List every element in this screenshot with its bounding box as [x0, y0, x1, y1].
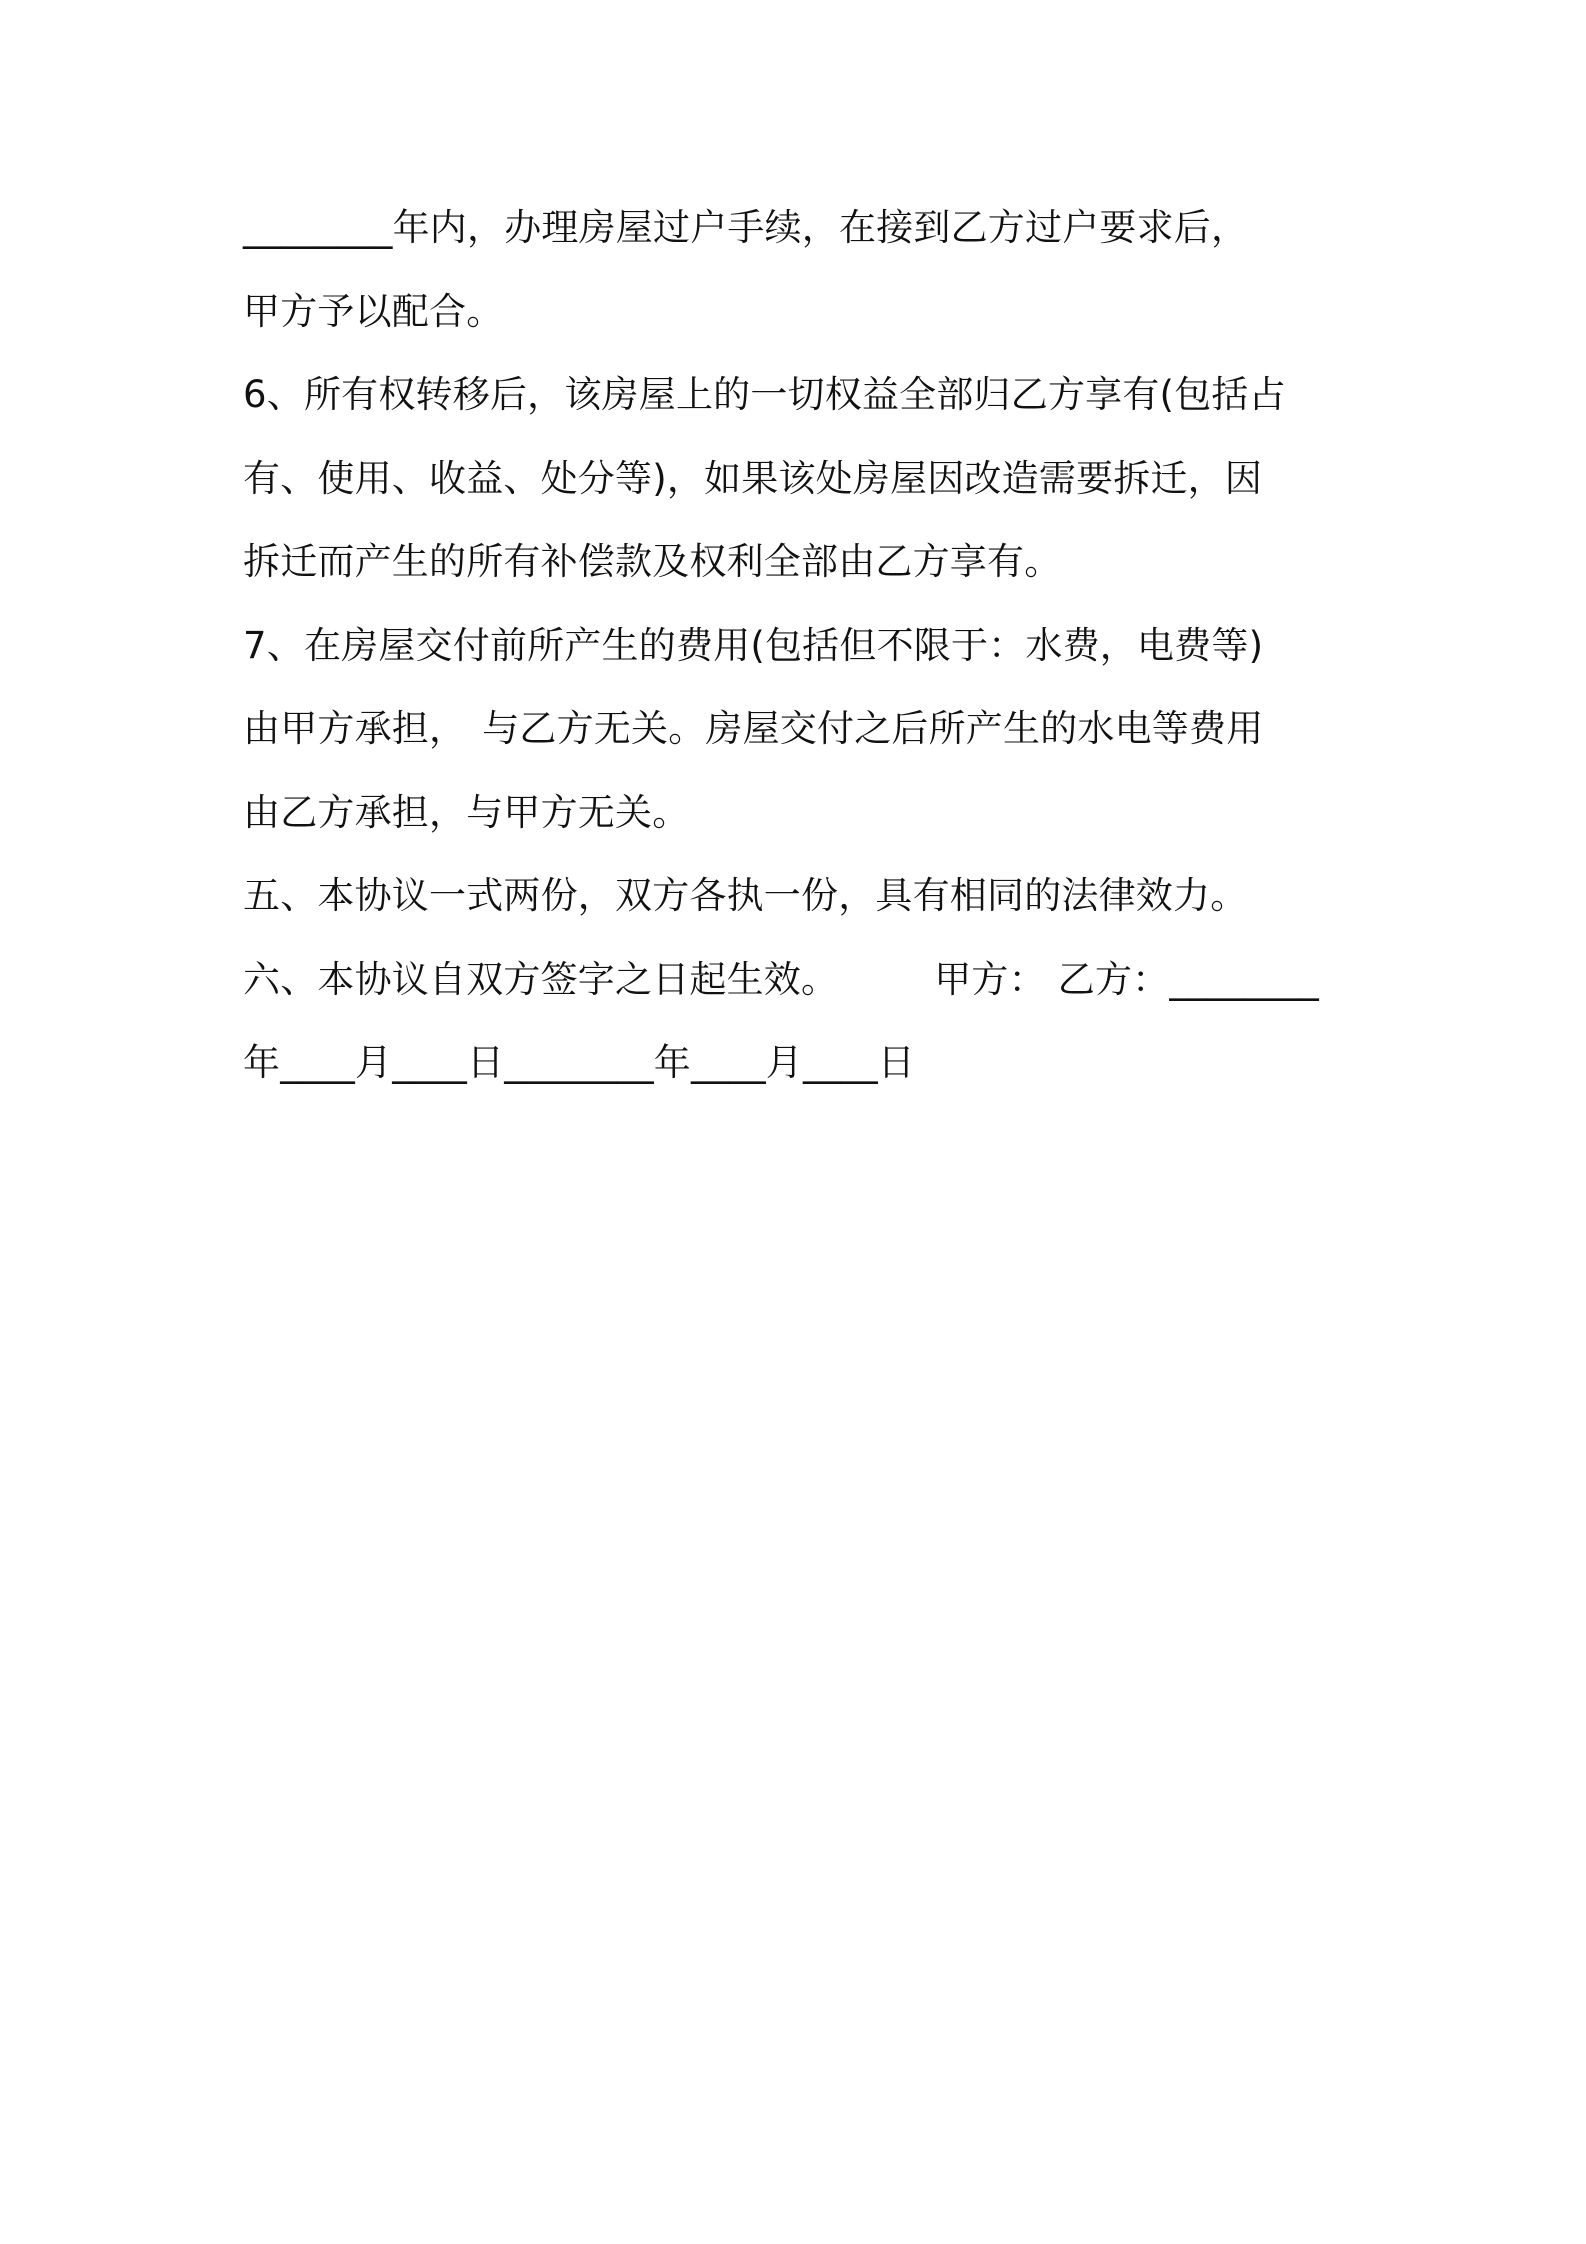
- text-line-5: 拆迁而产生的所有补偿款及权利全部由乙方享有。: [243, 540, 1062, 583]
- text-line-7-part-1: 由甲方承担，: [243, 707, 467, 750]
- document-body: [243, 196, 1373, 1115]
- text-line-6: 7、在房屋交付前所产生的费用(包括但不限于：水费，电费等): [243, 623, 1264, 667]
- text-line-2: 甲方予以配合。: [243, 289, 504, 333]
- text-line-4: 有、使用、收益、处分等)，如果该处房屋因改造需要拆迁，因: [243, 456, 1263, 500]
- signature-parties: 甲方： 乙方：________: [934, 957, 1319, 1001]
- text-line-3: 6、所有权转移后，该房屋上的一切权益全部归乙方享有(包括占: [243, 373, 1286, 416]
- text-line-1: ________年内，办理房屋过户手续，在接到乙方过户要求后，: [243, 206, 1249, 249]
- text-line-9: 五、本协议一式两份，双方各执一份，具有相同的法律效力。: [243, 874, 1248, 917]
- text-line-7: [243, 697, 1373, 781]
- effectiveness-clause: 六、本协议自双方签字之日起生效。: [243, 957, 839, 1001]
- text-line-8: 由乙方承担，与甲方无关。: [243, 790, 690, 834]
- text-line-7-part-2: 与乙方无关。房屋交付之后所产生的水电等费用: [482, 707, 1264, 750]
- text-line-10: [243, 948, 1373, 1032]
- date-line: 年____月____日________年____月____日: [243, 1041, 915, 1084]
